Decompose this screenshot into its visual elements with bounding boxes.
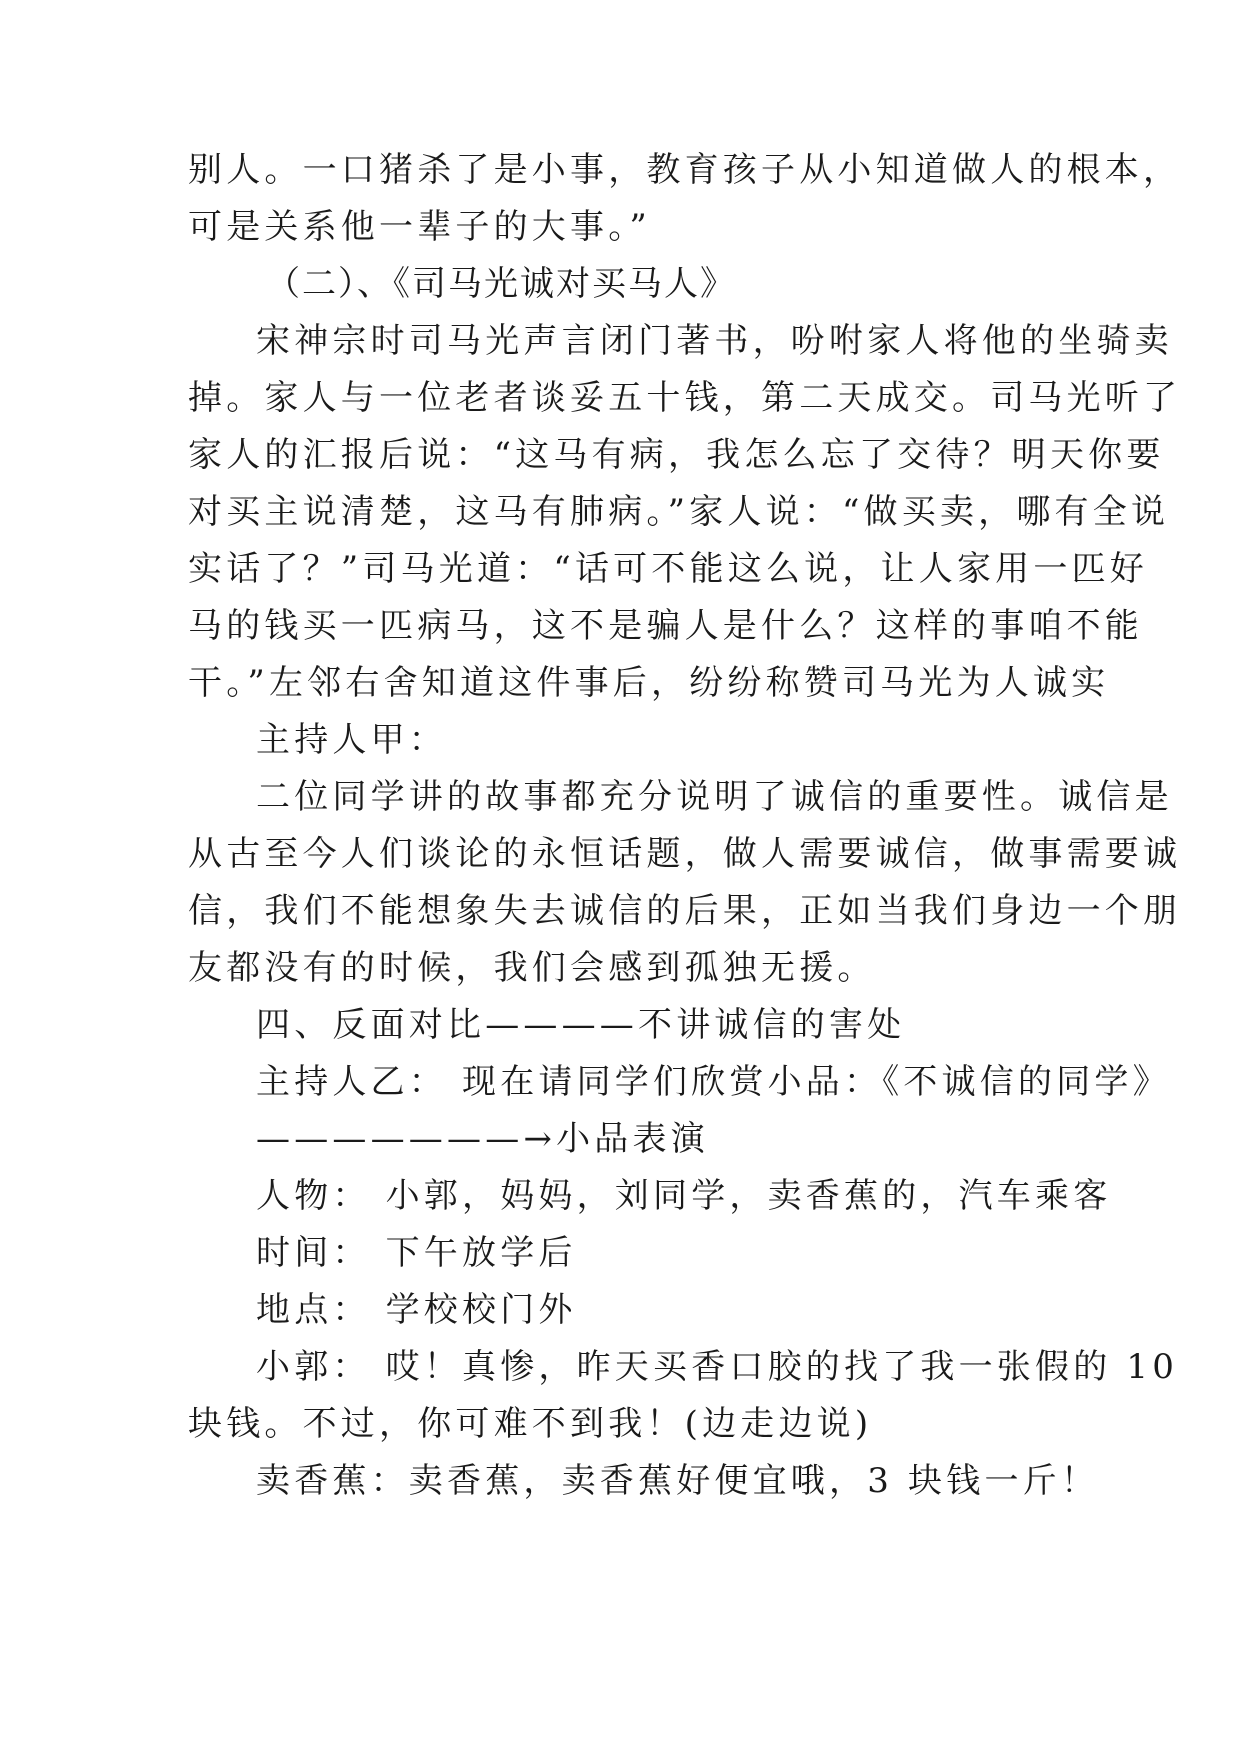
paragraph-line: 别人。一口猪杀了是小事，教育孩子从小知道做人的根本， xyxy=(188,150,1182,190)
paragraph-line: 掉。家人与一位老者谈妥五十钱，第二天成交。司马光听了 xyxy=(188,378,1182,418)
paragraph-line: 友都没有的时候，我们会感到孤独无援。 xyxy=(188,948,876,988)
place-line: 地点： 学校校门外 xyxy=(256,1290,577,1330)
paragraph-line: 实话了？”司马光道：“话可不能这么说，让人家用一匹好 xyxy=(188,549,1148,589)
paragraph-line: 干。”左邻右舍知道这件事后，纷纷称赞司马光为人诚实 xyxy=(188,663,1110,703)
time-line: 时间： 下午放学后 xyxy=(256,1233,577,1273)
cast-line: 人物： 小郭，妈妈，刘同学，卖香蕉的，汽车乘客 xyxy=(256,1176,1112,1216)
dialogue-line: 块钱。不过，你可难不到我！(边走边说) xyxy=(188,1404,873,1444)
paragraph-line: 信，我们不能想象失去诚信的后果，正如当我们身边一个朋 xyxy=(188,891,1182,931)
section-heading: （二）、《司马光诚对买马人》 xyxy=(266,264,736,304)
paragraph-line: 宋神宗时司马光声言闭门著书，吩咐家人将他的坐骑卖 xyxy=(256,321,1173,361)
paragraph-line: 从古至今人们谈论的永恒话题，做人需要诚信，做事需要诚 xyxy=(188,834,1182,874)
speaker-label: 主持人甲： xyxy=(256,720,447,760)
paragraph-line: ———————→小品表演 xyxy=(256,1119,709,1159)
paragraph-line: 家人的汇报后说：“这马有病，我怎么忘了交待？明天你要 xyxy=(188,435,1165,475)
dialogue-line: 小郭： 哎！真惨，昨天买香口胶的找了我一张假的 10 xyxy=(256,1347,1179,1387)
paragraph-line: 马的钱买一匹病马，这不是骗人是什么？这样的事咱不能 xyxy=(188,606,1143,646)
paragraph-line: 主持人乙： 现在请同学们欣赏小品：《不诚信的同学》 xyxy=(256,1062,1171,1102)
paragraph-line: 二位同学讲的故事都充分说明了诚信的重要性。诚信是 xyxy=(256,777,1173,817)
dialogue-line: 卖香蕉：卖香蕉，卖香蕉好便宜哦，3 块钱一斤！ xyxy=(256,1461,1100,1501)
section-heading: 四、反面对比————不讲诚信的害处 xyxy=(256,1005,906,1045)
paragraph-line: 可是关系他一辈子的大事。” xyxy=(188,207,651,247)
paragraph-line: 对买主说清楚，这马有肺病。”家人说：“做买卖，哪有全说 xyxy=(188,492,1170,532)
